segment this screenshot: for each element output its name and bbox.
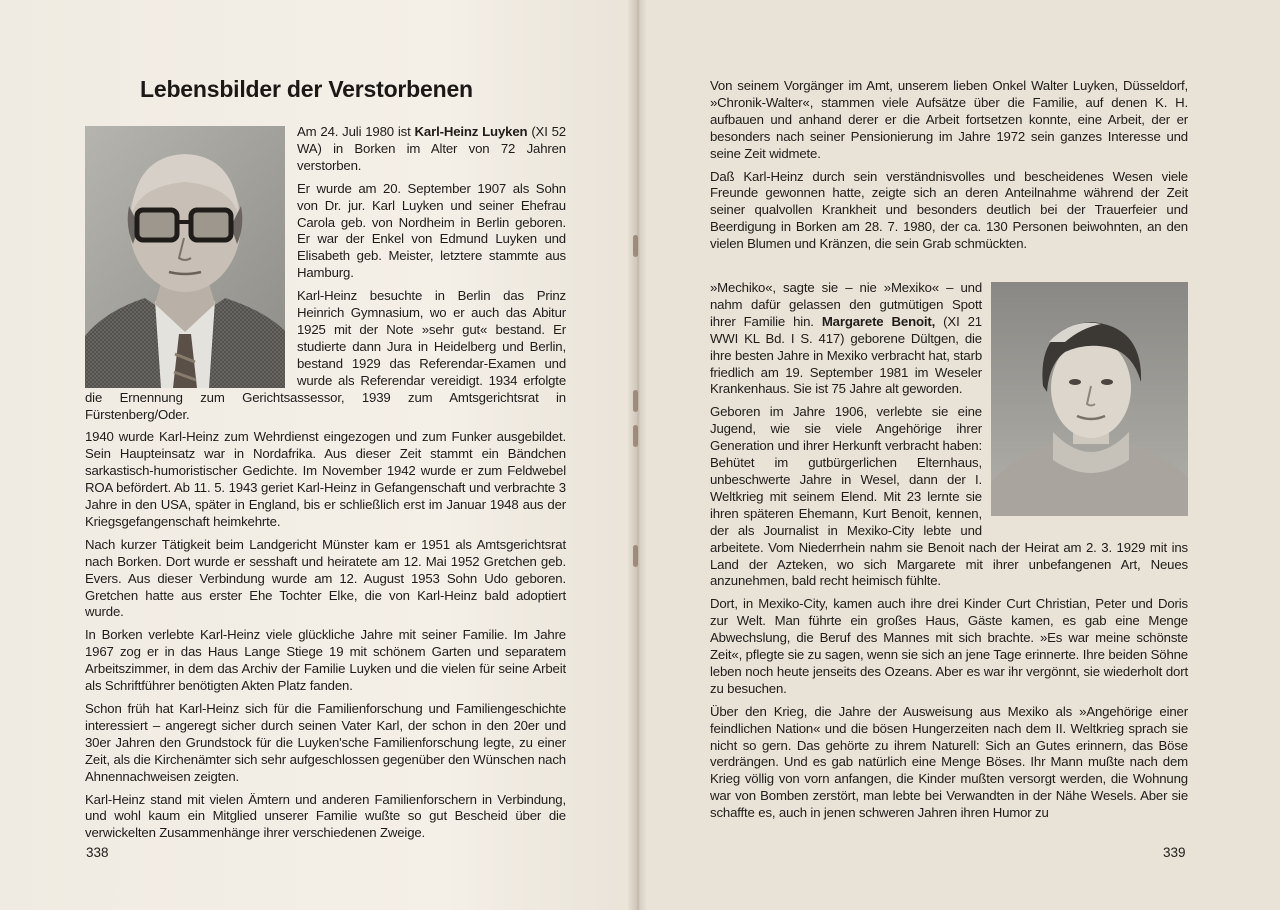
- page-number-left: 338: [86, 845, 109, 860]
- paragraph: Dort, in Mexiko-City, kamen auch ihre drei Kinder Curt Christian, Peter und Doris zur Welt. Man führte ein großes Haus, Gäste kamen, es gab eine Menge Abwechslung, die Beruf des Mannes mit sich brachte. »Es war meine schönste Zeit«, pflegte sie zu sagen, wenn sie sich an jene Tage erinnerte. Ihre beiden Söhne leben noch heute jenseits des Ozeans. Aber es war ihr vergönnt, sie wiederholt dort zu besuchen.: [710, 596, 1188, 696]
- left-page-text: [85, 124, 566, 848]
- paragraph: Er wurde am 20. September 1907 als Sohn von Dr. jur. Karl Luyken und seiner Ehefrau Carola geb. von Nordheim in Berlin geboren. Er war der Enkel von Edmund Luyken und Elisabeth geb. Meister, letztere stammte aus Hamburg.: [297, 180, 566, 281]
- photo-float-space: [982, 280, 1188, 532]
- left-page: [0, 0, 636, 910]
- paragraph: 1940 wurde Karl-Heinz zum Wehrdienst eingezogen und zum Funker ausgebildet. Sein Haupteinsatz war in Nordafrika. Aus dieser Zeit stammt ein Bändchen sarkastisch-humoristischer Gedichte. Im November 1942 wurde er zum Feldwebel ROA befördert. Ab 11. 5. 1943 geriet Karl-Heinz in Gefangenschaft und verbrachte 3 Jahre in den USA, später in England, bis er schließlich erst im Januar 1948 aus der Kriegsgefangenschaft heimkehrte.: [85, 429, 566, 529]
- right-page-text-top: [710, 78, 1188, 259]
- binding-staple: [633, 235, 638, 257]
- paragraph: Daß Karl-Heinz durch sein verständnisvolles und bescheidenes Wesen viele Freunde gewonnen hatte, zeigte sich an deren Anteilnahme während der Zeit seiner qualvollen Krankheit und besonders deutlich bei der Trauerfeier und Beerdigung in Borken am 28. 7. 1980, der ca. 130 Personen beiwohnten, an den vielen Blumen und Kränzen, die sein Grab schmückten.: [710, 168, 1188, 252]
- intro-post-text: (XI 52 WA) in Borken im Alter von 72 Jahren verstorben.: [297, 124, 566, 173]
- intro-post-text: (XI 21 WWI KL Bd. I S. 417) geborene Dültgen, die ihre besten Jahre in Mexiko verbracht hat, starb friedlich am 19. September 1981 im Weseler Krankenhaus. Sie ist 75 Jahre alt geworden.: [710, 313, 982, 397]
- intro-pre-text: Am 24. Juli 1980 ist: [297, 124, 415, 139]
- intro-pre-text: »Mechiko«, sagte sie – nie »Mexiko« – und nahm dafür gelassen den gutmütigen Spott ihrer Familie hin.: [710, 280, 982, 329]
- paragraph: Karl-Heinz besuchte in Berlin das Prinz Heinrich Gymnasium, wo er auch das Abitur 1925 mit der Note »sehr gut« bestand. Er studierte dann Jura in Heidelberg und Berlin, bestand 1929 das Referendar-Examen und wurde als Referendar vereidigt. 1934 erfolgte die Ernennung zum Gerichtsassessor, 1939 zum Amtsgerichtsrat in Fürstenberg/Oder.: [85, 288, 566, 422]
- page-title: Lebensbilder der Verstorbenen: [140, 76, 473, 102]
- deceased-name-margarete-benoit: Margarete Benoit,: [821, 313, 936, 329]
- binding-staple: [633, 425, 638, 447]
- page-number-right: 339: [1163, 845, 1186, 860]
- paragraph: Über den Krieg, die Jahre der Ausweisung aus Mexiko als »Angehörige einer feindlichen Nation« und die bösen Hungerzeiten nach dem II. Weltkrieg sprach sie nicht so gern. Das gehörte zu ihrem Naturell: Sich an Gutes erinnern, das Böse verdrängen. Und es gab natürlich eine Menge Böses. Ihr Mann mußte nach dem Krieg völlig von vorn anfangen, die Kinder mußten versorgt werden, die Wohnung war von Bomben zerstört, man lebte bei Verwandten in der Nähe Wesels. Aber sie schaffte es, auch in jenen schweren Jahren ihren Humor zu: [710, 703, 1188, 821]
- binding-staple: [633, 545, 638, 567]
- paragraph: Schon früh hat Karl-Heinz sich für die Familienforschung und Familiengeschichte interessiert – angeregt sicher durch seinen Vater Karl, der schon in den 20er und 30er Jahren den Grundstock für die Luyken'sche Familienforschung legte, zu einer Zeit, als die Kirchenämter sich sehr aufgeschlossen gegenüber den Wünschen nach Ahnennachweisen zeigten.: [85, 701, 566, 784]
- paragraph: Von seinem Vorgänger im Amt, unserem lieben Onkel Walter Luyken, Düsseldorf, »Chronik-Walter«, stammen viele Aufsätze über die Familie, auf denen K. H. aufbauen und anhand derer er die Arbeit fortsetzen konnte, eine Arbeit, der er besonders nach seiner Pensionierung im Jahre 1972 sein ganzes Interesse und seine Zeit widmete.: [710, 78, 1188, 161]
- paragraph: Karl-Heinz stand mit vielen Ämtern und anderen Familienforschern in Verbindung, und wohl kaum ein Mitglied unserer Familie wußte so gut Bescheid über die verwickelten Zusammenhänge ihrer verschiedenen Zweige.: [85, 791, 566, 841]
- paragraph: Geboren im Jahre 1906, verlebte sie eine Jugend, wie sie viele Angehörige ihrer Generation und ihrer Herkunft verbracht haben: Behütet im gutbürgerlichen Elternhaus, unbeschwerte Jahre in Wesel, dann der I. Weltkrieg mit seinem Elend. Mit 23 lernte sie ihren späteren Ehemann, Kurt Benoit, kennen, der als Journalist in Mexiko-City lebte und arbeitete. Vom Niederrhein nahm sie Benoit nach der Heirat am 2. 3. 1929 mit ins Land der Azteken, wo sich Margarete mit ihrer unbefangenen Art, Neues anzunehmen, bald recht heimisch fühlte.: [710, 404, 1188, 589]
- photo-float-space: [85, 124, 297, 388]
- deceased-name-karl-heinz: Karl-Heinz Luyken: [414, 124, 528, 139]
- paragraph: Nach kurzer Tätigkeit beim Landgericht Münster kam er 1951 als Amtsgerichtsrat nach Borken. Dort wurde er sesshaft und heiratete am 12. Mai 1952 Gretchen geb. Evers. Aus dieser Verbindung wurde am 12. August 1953 Sohn Udo geboren. Gretchen hatte aus erster Ehe Tochter Elke, die von Karl-Heinz bald adoptiert wurde.: [85, 536, 566, 620]
- binding-staple: [633, 390, 638, 412]
- right-page-text-benoit: [710, 280, 1188, 828]
- paragraph: In Borken verlebte Karl-Heinz viele glückliche Jahre mit seiner Familie. Im Jahre 1967 zog er in das Haus Lange Stiege 19 mit schönem Garten und separatem Arbeitszimmer, in dem das Archiv der Familie Luyken und die vielen für seine Arbeit als Schriftführer benötigten Akten Platz fanden.: [85, 627, 566, 694]
